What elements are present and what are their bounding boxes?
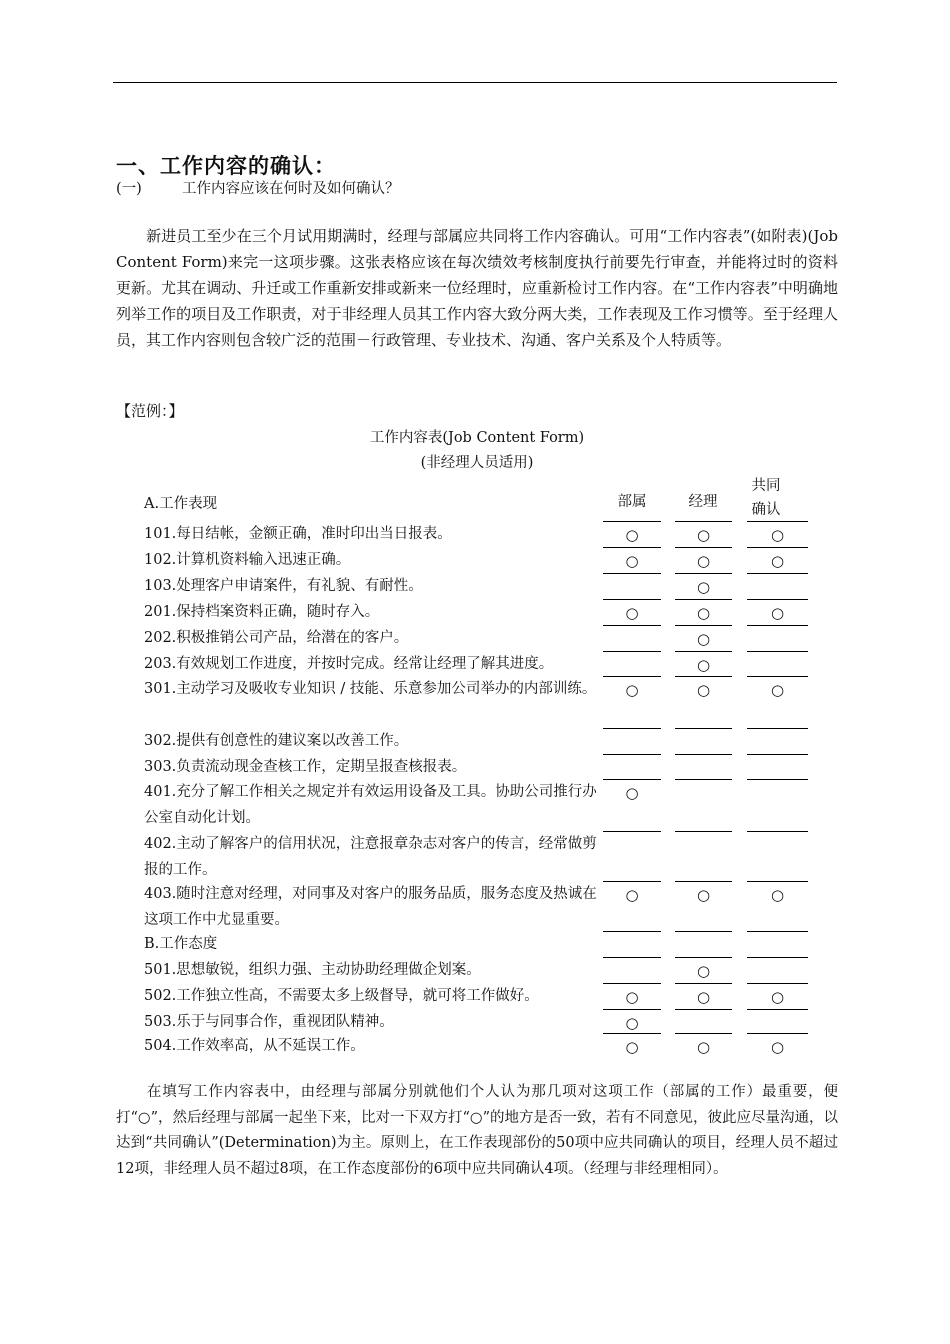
manager-cell xyxy=(675,932,732,958)
circle-mark-icon: ○ xyxy=(696,578,711,596)
form-row-text: 201.保持档案资料正确，随时存入。 xyxy=(144,604,380,620)
manager-cell xyxy=(675,574,732,600)
closing-paragraph xyxy=(116,1080,838,1182)
manager-cell xyxy=(675,1034,732,1060)
subordinate-cell xyxy=(603,522,661,548)
manager-cell xyxy=(675,600,732,626)
circle-mark-icon: ○ xyxy=(696,526,711,544)
circle-mark-icon: ○ xyxy=(770,1038,785,1056)
closing-paragraph-text: 在填写工作内容表中，由经理与部属分别就他们个人认为那几项对这项工作（部属的工作）最重要，便打“○”，然后经理与部属一起坐下来，比对一下双方打“○”的地方是否一致，若有不同意见，彼此应尽量沟通，以达到“共同确认”(Determination)为主。原则上，在工作表现部份的50项中应共同确认的项目，经理人员不超过12项，非经理人员不超过8项，在工作态度部份的6项中应共同确认4项。（经理与非经理相同）。 xyxy=(116,1084,838,1177)
joint-confirm-cell xyxy=(747,1010,808,1034)
form-row xyxy=(0,984,950,1010)
joint-confirm-cell xyxy=(747,1034,808,1060)
form-row-text: B.工作态度 xyxy=(144,936,218,952)
circle-mark-icon: ○ xyxy=(770,681,785,699)
joint-confirm-cell xyxy=(747,729,808,755)
joint-confirm-cell xyxy=(747,958,808,984)
subordinate-cell xyxy=(603,548,661,574)
form-row-text: 502.工作独立性高，不需要太多上级督导，就可将工作做好。 xyxy=(144,988,539,1004)
circle-mark-icon: ○ xyxy=(696,630,711,648)
circle-mark-icon: ○ xyxy=(770,552,785,570)
subordinate-cell xyxy=(603,755,661,780)
form-row xyxy=(0,652,950,677)
form-row-text: 403.随时注意对经理，对同事及对客户的服务品质，服务态度及热诚在这项工作中尤显重要。 xyxy=(144,886,597,928)
circle-mark-icon: ○ xyxy=(696,604,711,622)
manager-cell xyxy=(675,548,732,574)
manager-cell xyxy=(675,1010,732,1034)
subordinate-cell xyxy=(603,626,661,652)
circle-mark-icon: ○ xyxy=(625,1038,639,1056)
subordinate-cell xyxy=(603,1010,661,1034)
manager-cell xyxy=(675,677,732,729)
form-row xyxy=(0,932,950,958)
circle-mark-icon: ○ xyxy=(625,681,639,699)
circle-mark-icon: ○ xyxy=(625,988,639,1006)
intro-paragraph xyxy=(116,223,838,353)
form-row xyxy=(0,882,950,932)
form-subtitle: (非经理人员适用) xyxy=(420,455,534,471)
subordinate-cell xyxy=(603,677,661,729)
form-row-text: 401.充分了解工作相关之规定并有效运用设备及工具。协助公司推行办公室自动化计划。 xyxy=(144,784,597,826)
joint-confirm-cell xyxy=(747,984,808,1010)
subsection-number: (一) xyxy=(116,181,142,197)
form-title: 工作内容表(Job Content Form) xyxy=(369,430,585,446)
section-heading: 一、工作内容的确认： xyxy=(116,153,336,178)
joint-confirm-cell xyxy=(747,548,808,574)
header-rule xyxy=(113,82,837,83)
manager-cell xyxy=(675,652,732,677)
form-row-text: 303.负责流动现金查核工作，定期呈报查核报表。 xyxy=(144,759,467,775)
intro-paragraph-text: 新进员工至少在三个月试用期满时，经理与部属应共同将工作内容确认。可用“工作内容表”(如附表)(Job Content Form)来完一这项步骤。这张表格应该在每次绩效考核制度执行前要先行审查，并能将过时的资料更新。尤其在调动、升迁或工作重新安排或新来一位经理时，应重新检讨工作内容。在“工作内容表”中明确地列举工作的项目及工作职责，对于非经理人员其工作内容大致分两大类，工作表现及工作习惯等。至于经理人员，其工作内容则包含较广泛的范围－行政管理、专业技术、沟通、客户关系及个人特质等。 xyxy=(116,227,838,349)
column-header-manager: 经理 xyxy=(688,494,718,510)
joint-confirm-cell xyxy=(747,522,808,548)
form-row xyxy=(0,1034,950,1060)
circle-mark-icon: ○ xyxy=(696,552,711,570)
manager-cell xyxy=(675,882,732,932)
form-row xyxy=(0,677,950,729)
column-header-subordinate: 部属 xyxy=(617,494,647,510)
manager-cell xyxy=(675,626,732,652)
joint-confirm-cell xyxy=(747,600,808,626)
subordinate-cell xyxy=(603,652,661,677)
joint-confirm-cell xyxy=(747,574,808,600)
circle-mark-icon: ○ xyxy=(696,1038,711,1056)
subsection-title: 工作内容应该在何时及如何确认？ xyxy=(182,181,400,197)
manager-cell xyxy=(675,755,732,780)
joint-confirm-cell xyxy=(747,932,808,958)
form-row xyxy=(0,729,950,755)
circle-mark-icon: ○ xyxy=(696,886,711,904)
form-row-text: 504.工作效率高，从不延误工作。 xyxy=(144,1038,365,1054)
joint-confirm-cell xyxy=(747,652,808,677)
circle-mark-icon: ○ xyxy=(625,784,639,802)
circle-mark-icon: ○ xyxy=(625,1014,639,1032)
joint-confirm-cell xyxy=(747,780,808,832)
circle-mark-icon: ○ xyxy=(696,681,711,699)
manager-cell xyxy=(675,780,732,832)
form-row-text: 203.有效规划工作进度，并按时完成。经常让经理了解其进度。 xyxy=(144,656,554,672)
subordinate-cell xyxy=(603,958,661,984)
example-label: 【范例：】 xyxy=(116,402,184,420)
joint-confirm-cell xyxy=(747,832,808,882)
form-row-text: 103.处理客户申请案件，有礼貌、有耐性。 xyxy=(144,578,423,594)
form-row xyxy=(0,626,950,652)
column-header-joint-confirm: 共同确认 xyxy=(751,478,781,518)
form-row xyxy=(0,958,950,984)
form-row xyxy=(0,548,950,574)
circle-mark-icon: ○ xyxy=(625,552,639,570)
form-row-text: 101.每日结帐，金额正确，准时印出当日报表。 xyxy=(144,526,452,542)
subordinate-cell xyxy=(603,574,661,600)
circle-mark-icon: ○ xyxy=(770,526,785,544)
circle-mark-icon: ○ xyxy=(696,988,711,1006)
joint-confirm-cell xyxy=(747,755,808,780)
form-row-text: 102.计算机资料输入迅速正确。 xyxy=(144,552,351,568)
subordinate-cell xyxy=(603,882,661,932)
circle-mark-icon: ○ xyxy=(696,656,711,674)
form-row xyxy=(0,1010,950,1034)
manager-cell xyxy=(675,522,732,548)
circle-mark-icon: ○ xyxy=(770,604,785,622)
subordinate-cell xyxy=(603,600,661,626)
subsection-heading xyxy=(116,177,400,198)
form-row xyxy=(0,832,950,882)
form-row xyxy=(0,574,950,600)
section-a-label: A.工作表现 xyxy=(144,496,218,512)
manager-cell xyxy=(675,958,732,984)
form-row-text: 202.积极推销公司产品，给潜在的客户。 xyxy=(144,630,409,646)
circle-mark-icon: ○ xyxy=(770,886,785,904)
subordinate-cell xyxy=(603,780,661,832)
subordinate-cell xyxy=(603,932,661,958)
form-row-text: 301.主动学习及吸收专业知识 / 技能、乐意参加公司举办的内部训练。 xyxy=(144,681,597,697)
manager-cell xyxy=(675,729,732,755)
manager-cell xyxy=(675,832,732,882)
form-row-text: 501.思想敏锐，组织力强、主动协助经理做企划案。 xyxy=(144,962,481,978)
subordinate-cell xyxy=(603,984,661,1010)
circle-mark-icon: ○ xyxy=(625,886,639,904)
form-row-text: 503.乐于与同事合作，重视团队精神。 xyxy=(144,1014,394,1030)
circle-mark-icon: ○ xyxy=(770,988,785,1006)
joint-confirm-cell xyxy=(747,626,808,652)
manager-cell xyxy=(675,984,732,1010)
circle-mark-icon: ○ xyxy=(696,962,711,980)
joint-confirm-cell xyxy=(747,882,808,932)
form-row xyxy=(0,600,950,626)
circle-mark-icon: ○ xyxy=(625,526,639,544)
circle-mark-icon: ○ xyxy=(625,604,639,622)
form-row xyxy=(0,755,950,780)
subordinate-cell xyxy=(603,832,661,882)
form-row xyxy=(0,522,950,548)
joint-confirm-cell xyxy=(747,677,808,729)
form-row-text: 302.提供有创意性的建议案以改善工作。 xyxy=(144,733,409,749)
subordinate-cell xyxy=(603,729,661,755)
form-row xyxy=(0,780,950,832)
subordinate-cell xyxy=(603,1034,661,1060)
form-row-text: 402.主动了解客户的信用状况，注意报章杂志对客户的传言，经常做剪报的工作。 xyxy=(144,836,597,878)
